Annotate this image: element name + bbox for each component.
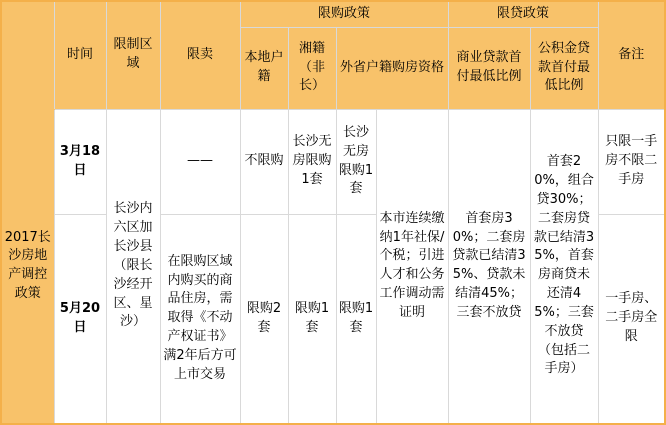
header-group-loan: 限贷政策 (448, 1, 598, 27)
row2-sale-restriction: 在限购区域内购买的商品住房，需取得《不动产权证书》满2年后方可上市交易 (160, 214, 240, 424)
header-commercial-loan: 商业贷款首付最低比例 (448, 27, 530, 109)
other-province-proof: 本市连续缴纳1年社保/个税；引进人才和公务工作调动需证明 (376, 109, 448, 424)
header-time: 时间 (54, 1, 106, 109)
commercial-loan-ratio: 首套房30%；二套房贷款已结清35%、贷款未结清45%；三套不放贷 (448, 109, 530, 424)
restricted-area: 长沙内六区加长沙县（限长沙经开区、星沙） (106, 109, 160, 424)
row1-local-hukou: 不限购 (240, 109, 288, 214)
row2-hunan-hukou: 限购1套 (288, 214, 336, 424)
row2-remark: 一手房、二手房全限 (598, 214, 665, 424)
header-provident-loan: 公积金贷款首付最低比例 (530, 27, 598, 109)
header-remark: 备注 (598, 1, 665, 109)
row1-hunan-hukou: 长沙无房限购1套 (288, 109, 336, 214)
corner-cell (1, 1, 54, 109)
header-hunan-hukou: 湘籍（非长） (288, 27, 336, 109)
row1-other-province: 长沙无房限购1套 (336, 109, 376, 214)
row2-local-hukou: 限购2套 (240, 214, 288, 424)
header-group-purchase: 限购政策 (240, 1, 448, 27)
provident-loan-ratio: 首套20%，组合贷30%；二套房贷款已结清35%，首套房商贷未还清45%；三套不放贷（包括二手房） (530, 109, 598, 424)
header-sale-restriction: 限卖 (160, 1, 240, 109)
row2-other-province: 限购1套 (336, 214, 376, 424)
row1-time: 3月18日 (54, 109, 106, 214)
side-label: 2017长沙房地产调控政策 (1, 109, 54, 424)
header-other-province: 外省户籍购房资格 (336, 27, 448, 109)
row2-time: 5月20日 (54, 214, 106, 424)
row1-sale-restriction: —— (160, 109, 240, 214)
row1-remark: 只限一手房不限二手房 (598, 109, 665, 214)
header-local-hukou: 本地户籍 (240, 27, 288, 109)
header-restricted-area: 限制区域 (106, 1, 160, 109)
